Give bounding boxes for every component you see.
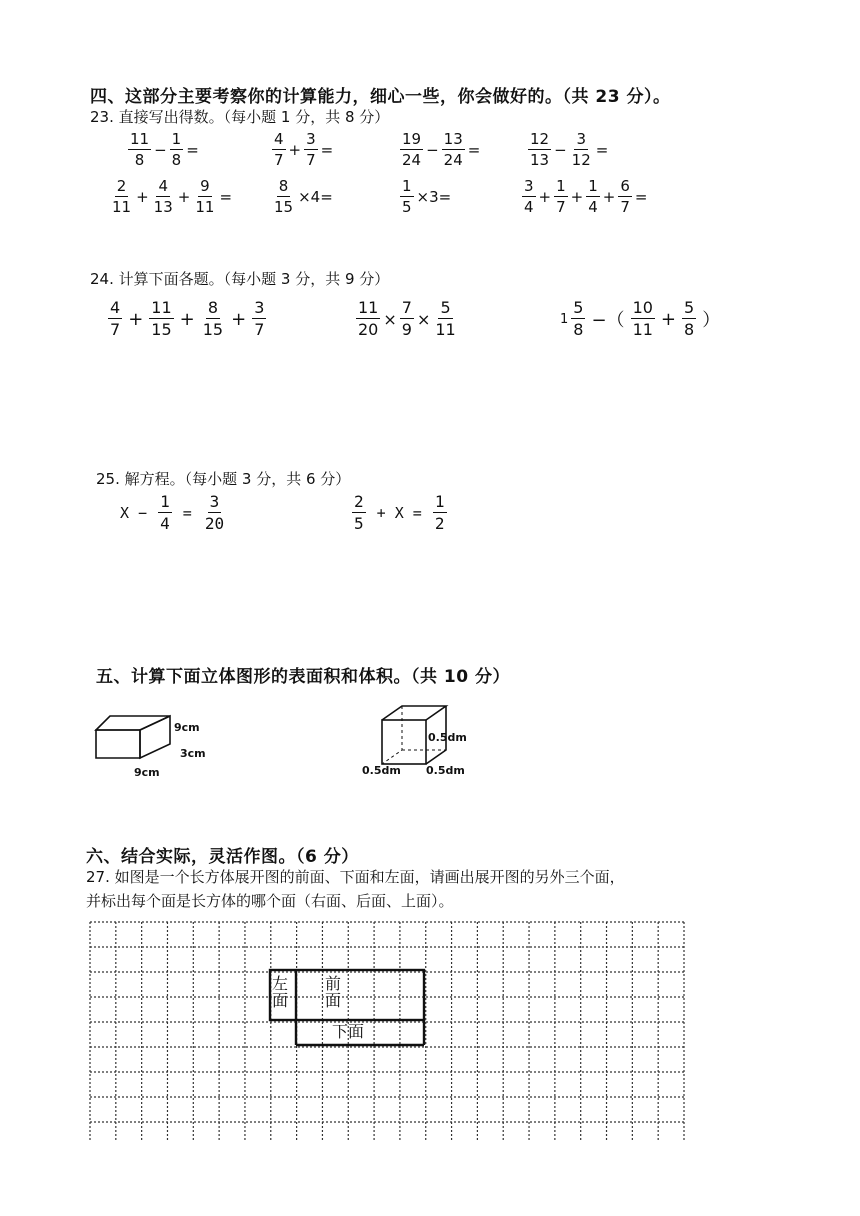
q24-item-3: 1 $\frac{5}{8}$ −（ $\frac{10}{11}$ + $\frac{5}{8}$ ） [560,298,721,339]
fraction: $\frac{5}{8}$ [684,298,695,339]
fraction: $\frac{4}{7}$ [110,298,121,339]
fraction: $\frac{13}{24}$ [443,130,463,169]
q24-item-1: $\frac{4}{7}$ + $\frac{11}{15}$ + $\frac{8}{15}$ + $\frac{3}{7}$ [110,298,265,339]
q23-item-2: $\frac{4}{7}$ + $\frac{3}{7}$ = [274,130,334,169]
fraction: $\frac{1}{2}$ [434,492,445,533]
section-6-heading: 六、结合实际，灵活作图。（6 分） [86,847,359,867]
fraction: $\frac{4}{7}$ [274,130,284,169]
question-23-title: 23. 直接写出得数。（每小题 1 分，共 8 分） [90,108,390,126]
q23-item-4: $\frac{12}{13}$ − $\frac{3}{12}$ = [530,130,609,169]
fraction: $\frac{6}{7}$ [620,177,630,216]
fraction: $\frac{7}{9}$ [401,298,412,339]
cube-edge-left-label: 0.5dm [362,764,401,777]
fraction: $\frac{11}{8}$ [130,130,150,169]
fraction: $\frac{2}{5}$ [354,492,364,533]
fraction: $\frac{11}{15}$ [151,298,172,339]
net-face-left-label: 左 面 [272,974,289,1010]
fraction: $\frac{19}{24}$ [402,130,422,169]
fraction: $\frac{10}{11}$ [632,298,653,339]
cuboid-height-label: 3cm [180,747,206,760]
fraction: $\frac{4}{13}$ [153,177,173,216]
q24-item-2: $\frac{11}{20}$ × $\frac{7}{9}$ × $\frac{5}{11}$ [358,298,456,339]
q25-equation-2: $\frac{2}{5}$ + X = $\frac{1}{2}$ [354,492,445,533]
fraction: $\frac{5}{11}$ [435,298,456,339]
section-5-heading: 五、计算下面立体图形的表面积和体积。（共 10 分） [96,667,510,687]
q23-item-8: $\frac{3}{4}$ + $\frac{1}{7}$ + $\frac{1}{4}$ + $\frac{6}{7}$ = [524,177,648,216]
fraction: $\frac{1}{5}$ [402,177,412,216]
cube-edge-bottom-label: 0.5dm [426,764,465,777]
fraction: $\frac{2}{11}$ [112,177,132,216]
fraction: $\frac{1}{4}$ [160,492,170,533]
fraction: $\frac{3}{12}$ [571,130,591,169]
fraction: $\frac{9}{11}$ [195,177,215,216]
fraction: $\frac{1}{4}$ [588,177,598,216]
fraction: $\frac{3}{7}$ [306,130,316,169]
fraction: $\frac{3}{20}$ [204,492,225,533]
q23-item-1: $\frac{11}{8}$ − $\frac{1}{8}$ = [130,130,199,169]
question-24-title: 24. 计算下面各题。（每小题 3 分，共 9 分） [90,270,390,288]
fraction: $\frac{8}{15}$ [202,298,224,339]
q23-item-7: $\frac{1}{5}$ ×3= [402,177,452,216]
q23-item-5: $\frac{2}{11}$ + $\frac{4}{13}$ + $\frac{9}{11}$ = [112,177,233,216]
drawing-grid[interactable] [88,920,688,1144]
question-25-title: 25. 解方程。（每小题 3 分，共 6 分） [96,470,351,488]
net-face-bottom-label: 下面 [332,1022,365,1041]
fraction: $\frac{8}{15}$ [274,177,294,216]
fraction: $\frac{12}{13}$ [530,130,550,169]
cuboid-width-label: 9cm [174,721,200,734]
q23-item-3: $\frac{19}{24}$ − $\frac{13}{24}$ = [402,130,481,169]
fraction: $\frac{11}{20}$ [358,298,379,339]
q23-item-6: $\frac{8}{15}$ ×4= [274,177,333,216]
fraction: $\frac{3}{4}$ [524,177,534,216]
question-27-line-2: 并标出每个面是长方体的哪个面（右面、后面、上面）。 [86,892,454,910]
fraction: $\frac{3}{7}$ [254,298,265,339]
question-27-line-1: 27. 如图是一个长方体展开图的前面、下面和左面，请画出展开图的另外三个面， [86,868,625,886]
q25-equation-1: X − $\frac{1}{4}$ = $\frac{3}{20}$ [120,492,225,533]
cuboid-length-label: 9cm [134,766,160,779]
fraction: $\frac{1}{7}$ [556,177,566,216]
section-4-heading: 四、这部分主要考察你的计算能力，细心一些，你会做好的。（共 23 分）。 [90,87,671,107]
fraction: $\frac{1}{8}$ [171,130,182,169]
net-face-front-label: 前 面 [325,974,342,1010]
fraction: $\frac{5}{8}$ [573,298,584,339]
cube-edge-right-label: 0.5dm [428,731,467,744]
